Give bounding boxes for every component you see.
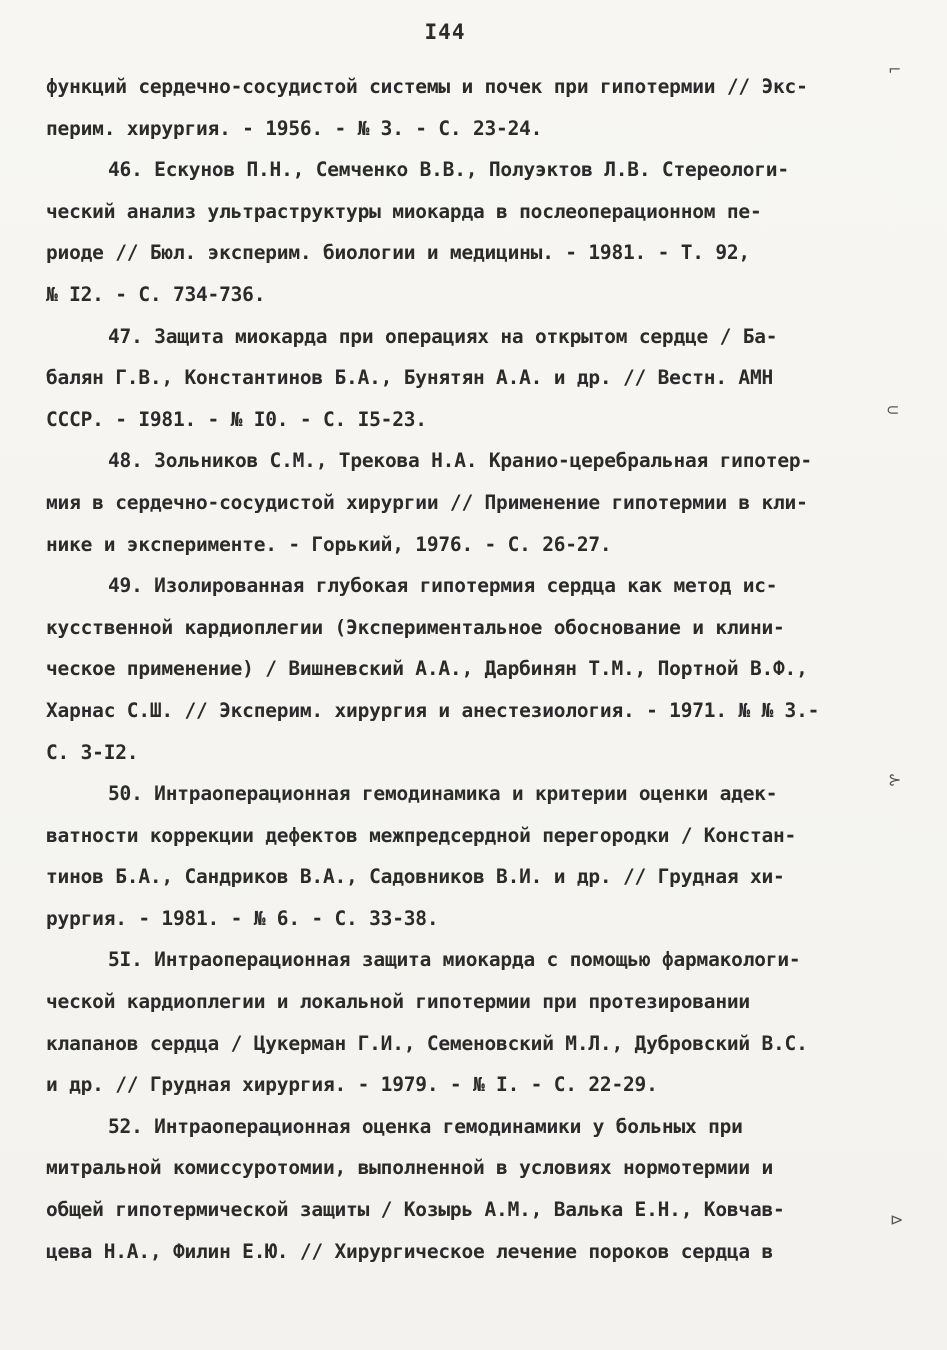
text-line: 46. Ескунов П.Н., Семченко В.В., Полуэктов Л.В. Стереологи-	[108, 158, 789, 182]
text-line: 50. Интраоперационная гемодинамика и критерии оценки адек-	[108, 782, 778, 806]
text-line: и др. // Грудная хирургия. - 1979. - № I. - С. 22-29.	[46, 1073, 658, 1097]
text-line: общей гипотермической защиты / Козырь А.М., Валька Е.Н., Ковчав-	[46, 1198, 785, 1222]
text-line: ческое применение) / Вишневский А.А., Дарбинян Т.М., Портной В.Ф.,	[46, 657, 808, 681]
text-line: балян Г.В., Константинов Б.А., Бунятян А.А. и др. // Вестн. АМН	[46, 366, 774, 390]
text-line: цева Н.А., Филин Е.Ю. // Хирургическое лечение пороков сердца в	[46, 1239, 774, 1263]
margin-mark-icon: ⌐	[888, 60, 902, 79]
text-line: рургия. - 1981. - № 6. - С. 33-38.	[46, 906, 439, 930]
text-line: СССР. - I981. - № I0. - С. I5-23.	[46, 407, 427, 431]
text-line: кусственной кардиоплегии (Экспериментальное обоснование и клини-	[46, 615, 785, 639]
text-line: ческой кардиоплегии и локальной гипотермии при протезировании	[46, 990, 750, 1014]
text-line: 48. Зольников С.М., Трекова Н.А. Кранио-церебральная гипотер-	[108, 449, 812, 473]
text-line: 49. Изолированная глубокая гипотермия сердца как метод ис-	[108, 574, 778, 598]
text-line: перим. хирургия. - 1956. - № 3. - С. 23-24.	[46, 116, 543, 140]
bibliography-list	[46, 66, 896, 1272]
text-line: С. 3-I2.	[46, 740, 139, 764]
text-line: риоде // Бюл. эксперим. биологии и медицины. - 1981. - Т. 92,	[46, 241, 750, 265]
page-number: I44	[424, 20, 466, 44]
text-line: 5I. Интраоперационная защита миокарда с помощью фармакологи-	[108, 948, 801, 972]
text-line: 52. Интраоперационная оценка гемодинамики у больных при	[108, 1114, 743, 1138]
margin-mark-icon: ⊂	[886, 400, 900, 419]
margin-mark-icon: ⊳	[890, 1210, 904, 1229]
text-line: 47. Защита миокарда при операциях на открытом сердце / Ба-	[108, 324, 778, 348]
text-line: Харнас С.Ш. // Эксперим. хирургия и анестезиология. - 1971. № № 3.-	[46, 698, 820, 722]
text-line: клапанов сердца / Цукерман Г.И., Семеновский М.Л., Дубровский В.С.	[46, 1031, 808, 1055]
text-line: мия в сердечно-сосудистой хирургии // Применение гипотермии в кли-	[46, 490, 808, 514]
text-line: № I2. - С. 734-736.	[46, 282, 266, 306]
text-line: ческий анализ ультраструктуры миокарда в послеоперационном пе-	[46, 199, 762, 223]
margin-mark-icon: ⊱	[888, 770, 902, 789]
text-line: нике и эксперименте. - Горький, 1976. - С. 26-27.	[46, 532, 612, 556]
text-line: тинов Б.А., Сандриков В.А., Садовников В.И. и др. // Грудная хи-	[46, 865, 785, 889]
text-line: функций сердечно-сосудистой системы и почек при гипотермии // Экс-	[46, 75, 808, 98]
text-line: митральной комиссуротомии, выполненной в условиях нормотермии и	[46, 1156, 774, 1180]
text-line: ватности коррекции дефектов межпредсердной перегородки / Констан-	[46, 823, 797, 847]
